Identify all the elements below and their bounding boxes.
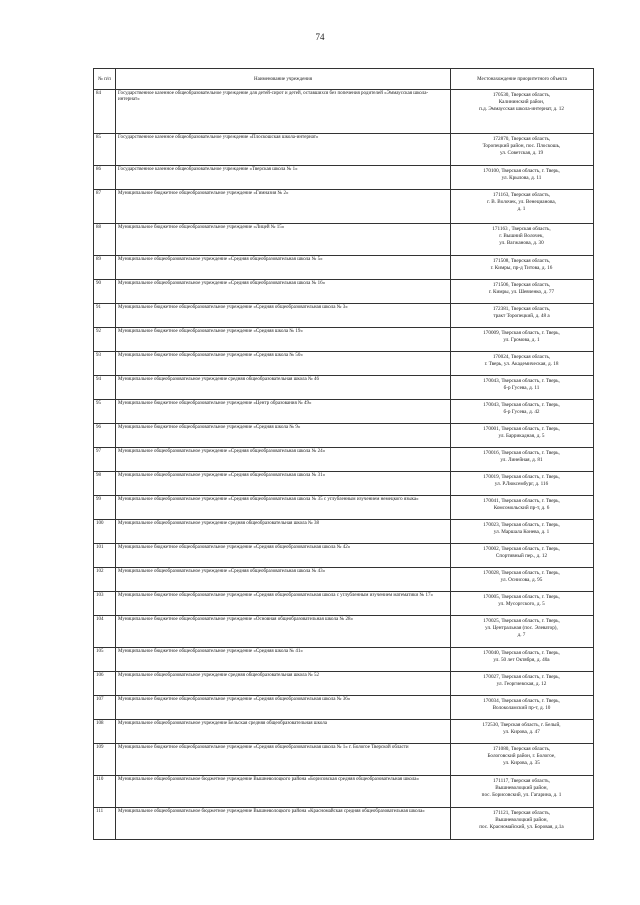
institution-name: Муниципальное бюджетное общеобразовательное учреждение «Средняя школа № 19» [116, 328, 451, 352]
institution-name: Государственное казенное общеобразовательное учреждение «Тверская школа № 1» [116, 166, 451, 190]
institution-name: Муниципальное общеобразовательное учреждение «Средняя общеобразовательная школа № 24» [116, 448, 451, 472]
location-line: 170027, Тверская область, г. Тверь, [483, 674, 560, 680]
institutions-table [93, 68, 594, 840]
institution-location [451, 592, 594, 616]
header-number: № п/п [94, 69, 116, 90]
location-line: Бологовский район, г. Бологое, [487, 752, 556, 759]
location-line: 171080, Тверская область, [492, 746, 551, 752]
row-number: 106 [94, 672, 116, 696]
table-row [94, 376, 594, 400]
location-line: 170100, Тверская область, г. Тверь, [483, 168, 560, 174]
location-line: ул. 50 лет Октября, д. 40а [493, 656, 550, 663]
location-line: 171508, Тверская область, [492, 258, 551, 264]
location-line: ул. Р.Люксембург, д. 116 [494, 480, 549, 487]
location-line: пос. Красномайский, ул. Боровая, д.1а [479, 823, 564, 830]
institution-location [451, 90, 594, 134]
row-number: 110 [94, 776, 116, 808]
table-row [94, 544, 594, 568]
location-line: ул. Оснисова, д. 95 [500, 576, 543, 583]
location-line: пос. Борисовский, ул. Гагарина, д. 1 [481, 791, 562, 798]
row-number: 111 [94, 808, 116, 840]
header-row [94, 69, 594, 90]
location-line: ул. Центральная (пос. Элеватор), [485, 624, 558, 631]
location-line: 170025, Тверская область, г. Тверь, [483, 618, 560, 624]
location-line: Комсомольский пр-т, д. 6 [493, 504, 550, 511]
institution-location [451, 696, 594, 720]
location-line: 170034, Тверская область, г. Тверь, [483, 698, 560, 704]
row-number: 85 [94, 134, 116, 166]
table-row [94, 352, 594, 376]
institution-name: Муниципальное общеобразовательное бюджетное учреждение Вышневолоцкого района «Красномайская средняя общеобразовательная школа» [116, 808, 451, 840]
row-number: 94 [94, 376, 116, 400]
row-number: 103 [94, 592, 116, 616]
row-number: 91 [94, 304, 116, 328]
location-line: ул. Кирова, д. 47 [503, 728, 540, 735]
table-row [94, 720, 594, 744]
location-line: 170009, Тверская область, г. Тверь, [483, 330, 560, 336]
institution-location [451, 448, 594, 472]
institution-name: Государственное казенное общеобразовательное учреждение для детей-сирот и детей, оставшихся без попечения родителей «Эммаусская школа-интернат» [116, 90, 451, 134]
location-line: 172870, Тверская область, [492, 136, 551, 142]
institution-name: Муниципальное бюджетное общеобразовательное учреждение «Средняя общеобразовательная школа № 3» [116, 304, 451, 328]
location-line: 172381, Тверская область, [492, 306, 551, 312]
location-line: 171163 , Тверская область, [492, 226, 551, 232]
institution-location [451, 304, 594, 328]
institution-location [451, 256, 594, 280]
location-line: ул. Маршала Конева, д. 1 [493, 528, 550, 535]
location-line: г. В. Волочек, ул. Венецианова, [487, 198, 556, 205]
table-row [94, 568, 594, 592]
institution-location [451, 400, 594, 424]
location-line: ул. Кирова, д. 35 [503, 759, 540, 766]
row-number: 97 [94, 448, 116, 472]
institution-name: Муниципальное общеобразовательное учреждение «Средняя общеобразовательная школа № 5» [116, 256, 451, 280]
institution-location [451, 472, 594, 496]
institution-name: Муниципальное общеобразовательное учреждение «Средняя общеобразовательная школа № 31» [116, 472, 451, 496]
table-row [94, 190, 594, 224]
table-row [94, 280, 594, 304]
table-row [94, 808, 594, 840]
page-number: 74 [315, 32, 325, 42]
table-row [94, 672, 594, 696]
institution-location [451, 424, 594, 448]
table-row [94, 448, 594, 472]
location-line: 172530, Тверская область, г. Белый, [482, 722, 561, 728]
institution-name: Государственное казенное общеобразовательное учреждение «Плоскошская школа-интернат» [116, 134, 451, 166]
row-number: 109 [94, 744, 116, 776]
institution-location [451, 808, 594, 840]
location-line: ул. Георгиевская, д. 12 [496, 680, 547, 687]
header-location: Местонахождение приоритетного объекта [451, 69, 594, 90]
location-line: Спортивный пер., д. 12 [495, 552, 548, 559]
table-row [94, 496, 594, 520]
institution-location [451, 544, 594, 568]
location-line: 170043, Тверская область, г. Тверь, [483, 402, 560, 408]
table-row [94, 400, 594, 424]
row-number: 108 [94, 720, 116, 744]
table-header [94, 69, 594, 90]
row-number: 104 [94, 616, 116, 648]
table-row [94, 424, 594, 448]
location-line: 170043, Тверская область, г. Тверь, [483, 378, 560, 384]
location-line: 170016, Тверская область, г. Тверь, [483, 450, 560, 456]
row-number: 95 [94, 400, 116, 424]
institution-location [451, 648, 594, 672]
row-number: 86 [94, 166, 116, 190]
institution-location [451, 568, 594, 592]
row-number: 89 [94, 256, 116, 280]
institution-name: Муниципальное бюджетное общеобразовательное учреждение «Средняя школа № 50» [116, 352, 451, 376]
institution-name: Муниципальное бюджетное общеобразовательное учреждение «Средняя общеобразовательная школа № 1» г. Бологое Тверской области [116, 744, 451, 776]
location-line: 170028, Тверская область, г. Тверь, [483, 570, 560, 576]
table-row [94, 328, 594, 352]
location-line: п.д. Эммаусская школа-интернат, д. 12 [479, 105, 564, 112]
row-number: 93 [94, 352, 116, 376]
location-line: ул. Баррикадная, д. 5 [498, 432, 545, 439]
header-institution-name: Наименование учреждения [116, 69, 451, 90]
institution-name: Муниципальное бюджетное общеобразовательное учреждение «Средняя школа № 9» [116, 424, 451, 448]
institution-name: Муниципальное общеобразовательное учреждение средняя общеобразовательная школа № 46 [116, 376, 451, 400]
table-row [94, 472, 594, 496]
location-line: б-р Гусева, д. 42 [503, 408, 540, 415]
table-row [94, 224, 594, 256]
table-row [94, 616, 594, 648]
table-row [94, 696, 594, 720]
institution-name: Муниципальное бюджетное общеобразовательное учреждение «Лицей № 15» [116, 224, 451, 256]
institution-name: Муниципальное общеобразовательное бюджетное учреждение Вышневолоцкого района «Борисовская средняя общеобразовательная школа» [116, 776, 451, 808]
location-line: ул. Крылова, д. 11 [501, 174, 542, 181]
row-number: 84 [94, 90, 116, 134]
institution-location [451, 328, 594, 352]
location-line: 170024, Тверская область, [492, 354, 551, 360]
location-line: 170023, Тверская область, г. Тверь, [483, 522, 560, 528]
institution-name: Муниципальное общеобразовательное учреждение «Средняя общеобразовательная школа № 16» [116, 280, 451, 304]
location-line: ул. Громова, д. 1 [503, 336, 540, 343]
institution-location [451, 134, 594, 166]
location-line: 170019, Тверская область, г. Тверь, [483, 474, 560, 480]
institution-location [451, 720, 594, 744]
institution-name: Муниципальное бюджетное общеобразовательное учреждение «Средняя школа № 41» [116, 648, 451, 672]
table-row [94, 744, 594, 776]
location-line: ул. Вагжанова, д. 30 [499, 239, 544, 246]
row-number: 90 [94, 280, 116, 304]
row-number: 87 [94, 190, 116, 224]
location-line: ул. Линейная, д. 81 [500, 456, 543, 463]
institution-location [451, 280, 594, 304]
location-line: Вышневолоцкий район, [495, 816, 548, 823]
table-row [94, 776, 594, 808]
location-line: д. 1 [517, 205, 526, 212]
location-line: 171117, Тверская область, [493, 778, 550, 784]
institution-location [451, 352, 594, 376]
institution-name: Муниципальное бюджетное общеобразовательное учреждение «Средняя общеобразовательная школа № 42» [116, 544, 451, 568]
institution-location [451, 166, 594, 190]
location-line: 171506, Тверская область, [492, 282, 551, 288]
location-line: Волоколамский пр-т, д. 10 [492, 704, 551, 711]
location-line: Торопецкий район, пос. Плоскошь, [482, 142, 561, 149]
row-number: 100 [94, 520, 116, 544]
institution-location [451, 496, 594, 520]
location-line: 171121, Тверская область, [492, 810, 551, 816]
location-line: 170005, Тверская область, г. Тверь, [483, 594, 560, 600]
table-row [94, 90, 594, 134]
location-line: тракт Торопецкий, д. 48 а [493, 312, 550, 319]
location-line: 170040, Тверская область, г. Тверь, [483, 650, 560, 656]
institution-name: Муниципальное бюджетное общеобразовательное учреждение «Средняя общеобразовательная школа № 36» [116, 696, 451, 720]
location-line: г. Тверь, ул. Академическая, д. 18 [484, 360, 559, 367]
location-line: 170002, Тверская область, г. Тверь, [483, 546, 560, 552]
row-number: 92 [94, 328, 116, 352]
institution-location [451, 190, 594, 224]
location-line: Вышневолоцкий район, [495, 784, 548, 791]
row-number: 105 [94, 648, 116, 672]
row-number: 98 [94, 472, 116, 496]
table-row [94, 592, 594, 616]
institution-name: Муниципальное общеобразовательное учреждение «Средняя общеобразовательная школа № 43» [116, 568, 451, 592]
table-body [94, 90, 594, 840]
row-number: 88 [94, 224, 116, 256]
location-line: д. 7 [517, 631, 526, 638]
row-number: 107 [94, 696, 116, 720]
row-number: 99 [94, 496, 116, 520]
table-row [94, 166, 594, 190]
institution-name: Муниципальное бюджетное общеобразовательное учреждение «Основная общеобразовательная школа № 28» [116, 616, 451, 648]
table-row [94, 648, 594, 672]
table-row [94, 134, 594, 166]
institution-location [451, 376, 594, 400]
institution-name: Муниципальное общеобразовательное учреждение Бельская средняя общеобразовательная школа [116, 720, 451, 744]
institution-location [451, 520, 594, 544]
location-line: Калининский район, [498, 98, 545, 105]
institution-location [451, 744, 594, 776]
location-line: 170530, Тверская область, [492, 92, 551, 98]
institution-name: Муниципальное бюджетное общеобразовательное учреждение «Центр образования № 49» [116, 400, 451, 424]
location-line: г. Кимры, пр-д Титова, д. 16 [490, 264, 553, 271]
location-line: б-р Гусева, д. 11 [503, 384, 540, 391]
row-number: 96 [94, 424, 116, 448]
location-line: 170041, Тверская область, г. Тверь, [483, 498, 560, 504]
institution-name: Муниципальное общеобразовательное учреждение средняя общеобразовательная школа № 38 [116, 520, 451, 544]
table-row [94, 256, 594, 280]
location-line: 170001, Тверская область, г. Тверь, [483, 426, 560, 432]
location-line: ул. Советская, д. 19 [499, 149, 544, 156]
institution-name: Муниципальное общеобразовательное учреждение «Средняя общеобразовательная школа № 35 с углубленным изучением немецкого языка» [116, 496, 451, 520]
table-row [94, 520, 594, 544]
row-number: 101 [94, 544, 116, 568]
table-row [94, 304, 594, 328]
location-line: г. Вышний Волочек, [499, 232, 544, 239]
location-line: г. Кимры, ул. Шевченко, д. 77 [488, 288, 555, 295]
institution-name: Муниципальное бюджетное общеобразовательное учреждение «Средняя общеобразовательная школа с углубленным изучением математики № 17» [116, 592, 451, 616]
institution-location [451, 672, 594, 696]
location-line: 171163, Тверская область, [492, 192, 551, 198]
institution-name: Муниципальное бюджетное общеобразовательное учреждение «Гимназия № 2» [116, 190, 451, 224]
row-number: 102 [94, 568, 116, 592]
institution-location [451, 224, 594, 256]
location-line: ул. Мусоргского, д. 5 [498, 600, 545, 607]
institution-location [451, 776, 594, 808]
institution-name: Муниципальное общеобразовательное учреждение средняя общеобразовательная школа № 52 [116, 672, 451, 696]
institution-location [451, 616, 594, 648]
